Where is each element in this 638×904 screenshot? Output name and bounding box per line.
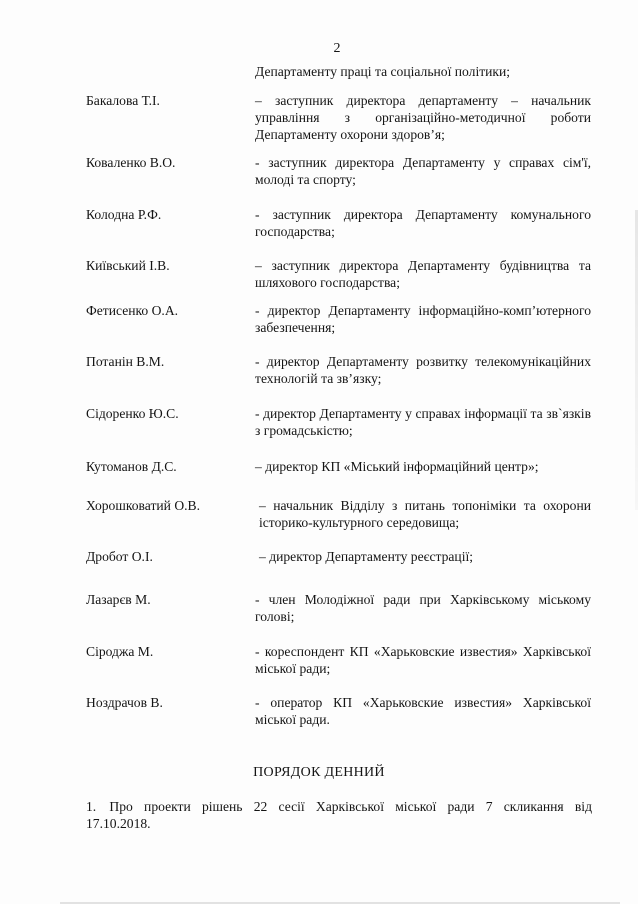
- attendee-role: – директор КП «Міський інформаційний центр»;: [255, 459, 539, 474]
- attendee-role: - член Молодіжної ради при Харківському міському голові;: [255, 592, 591, 624]
- attendee-role: - директор Департаменту у справах інформації та зв`язків з громадськістю;: [255, 406, 591, 438]
- attendee-role: - заступник директора Департаменту у справах сім'ї, молоді та спорту;: [255, 155, 591, 187]
- attendee-name: Коваленко В.О.: [86, 155, 176, 170]
- attendee-name: Дробот О.І.: [86, 549, 153, 564]
- attendee-role: – директор Департаменту реєстрації;: [259, 549, 474, 564]
- attendee-name: Ноздрачов В.: [86, 695, 163, 710]
- page-number: 2: [333, 41, 341, 56]
- agenda-item: [86, 798, 592, 832]
- attendee-name: Хорошковатий О.В.: [86, 498, 201, 513]
- attendee-name: Колодна Р.Ф.: [86, 207, 162, 222]
- attendee-name: Потанін В.М.: [86, 354, 165, 369]
- attendee-name: Київський І.В.: [86, 258, 170, 273]
- attendee-name: Бакалова Т.І.: [86, 93, 160, 108]
- attendee-role: – заступник директора департаменту – начальник управління з організаційно-методичної роботи Департаменту охорони здоров’я;: [255, 93, 591, 142]
- attendee-name: Сіроджа М.: [86, 644, 154, 659]
- attendee-name: Кутоманов Д.С.: [86, 459, 177, 474]
- agenda-item-number: 1.: [86, 799, 97, 814]
- attendee-role: – начальник Відділу з питань топоніміки та охорони історико-культурного середовища;: [259, 498, 591, 530]
- agenda-item-text: Про проекти рішень 22 сесії Харківської міської ради 7 скликання від 17.10.2018.: [86, 799, 592, 831]
- agenda-heading: ПОРЯДОК ДЕННИЙ: [253, 765, 385, 780]
- attendee-role: - оператор КП «Харьковские известия» Харківської міської ради.: [255, 695, 591, 727]
- attendee-name: Фетисенко О.А.: [86, 303, 179, 318]
- continued-role-line: Департаменту праці та соціальної політики;: [255, 64, 511, 79]
- attendee-role: – заступник директора Департаменту будівництва та шляхового господарства;: [255, 258, 591, 290]
- attendee-name: Сідоренко Ю.С.: [86, 406, 179, 421]
- attendee-role: - директор Департаменту інформаційно-комп’ютерного забезпечення;: [255, 303, 591, 335]
- attendee-name: Лазарєв М.: [86, 592, 151, 607]
- attendee-role: - директор Департаменту розвитку телекомунікаційних технологій та зв’язку;: [255, 354, 591, 386]
- attendee-role: - заступник директора Департаменту комунального господарства;: [255, 207, 591, 239]
- attendee-role: - кореспондент КП «Харьковские известия» Харківської міської ради;: [255, 644, 591, 676]
